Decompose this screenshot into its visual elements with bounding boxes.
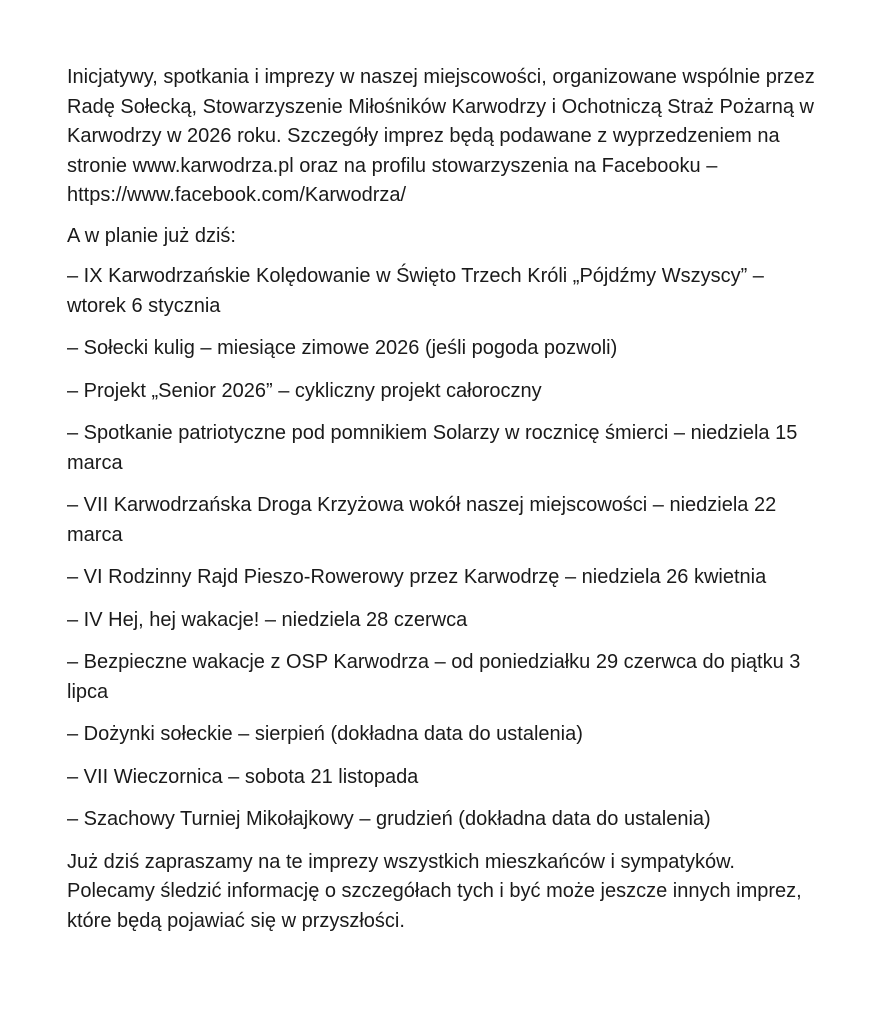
event-item: – Projekt „Senior 2026” – cykliczny projekt całoroczny <box>67 379 542 402</box>
event-item: – VII Karwodrzańska Droga Krzyżowa wokół naszej miejscowości – niedziela 22 marca <box>67 494 777 546</box>
event-item: – Dożynki sołeckie – sierpień (dokładna data do ustalenia) <box>67 723 583 745</box>
event-item: – IX Karwodrzańskie Kolędowanie w Święto Trzech Króli „Pójdźmy Wszyscy” – wtorek 6 stycznia <box>67 265 764 317</box>
event-item: – VII Wieczornica – sobota 21 listopada <box>67 765 419 788</box>
event-item: – Sołecki kulig – miesiące zimowe 2026 (jeśli pogoda pozwoli) <box>67 337 618 359</box>
plan-heading: A w planie już dziś: <box>67 224 236 247</box>
closing-paragraph: Już dziś zapraszamy na te imprezy wszystkich mieszkańców i sympatyków. Polecamy śledzić informację o szczegółach tych i być może jeszcze innych imprez, które będą pojawiać się w przyszłości. <box>67 850 802 932</box>
event-item: – IV Hej, hej wakacje! – niedziela 28 czerwca <box>67 608 468 631</box>
intro-paragraph: Inicjatywy, spotkania i imprezy w naszej miejscowości, organizowane wspólnie przez Radę Sołecką, Stowarzyszenie Miłośników Karwodrzy i Ochotniczą Straż Pożarną w Karwodrzy w 2026 roku. Szczegóły imprez będą podawane z wyprzedzeniem na stronie www.karwodrza.pl oraz na profilu stowarzyszenia na Facebooku – https://www.facebook.com/Karwodrza/ <box>67 66 815 206</box>
event-item: – Bezpieczne wakacje z OSP Karwodrza – od poniedziałku 29 czerwca do piątku 3 lipca <box>67 651 801 703</box>
event-item: – Spotkanie patriotyczne pod pomnikiem Solarzy w rocznicę śmierci – niedziela 15 marca <box>67 422 798 474</box>
event-item: – VI Rodzinny Rajd Pieszo-Rowerowy przez Karwodrzę – niedziela 26 kwietnia <box>67 566 767 588</box>
document-page <box>67 63 827 948</box>
event-item: – Szachowy Turniej Mikołajkowy – grudzień (dokładna data do ustalenia) <box>67 808 711 830</box>
